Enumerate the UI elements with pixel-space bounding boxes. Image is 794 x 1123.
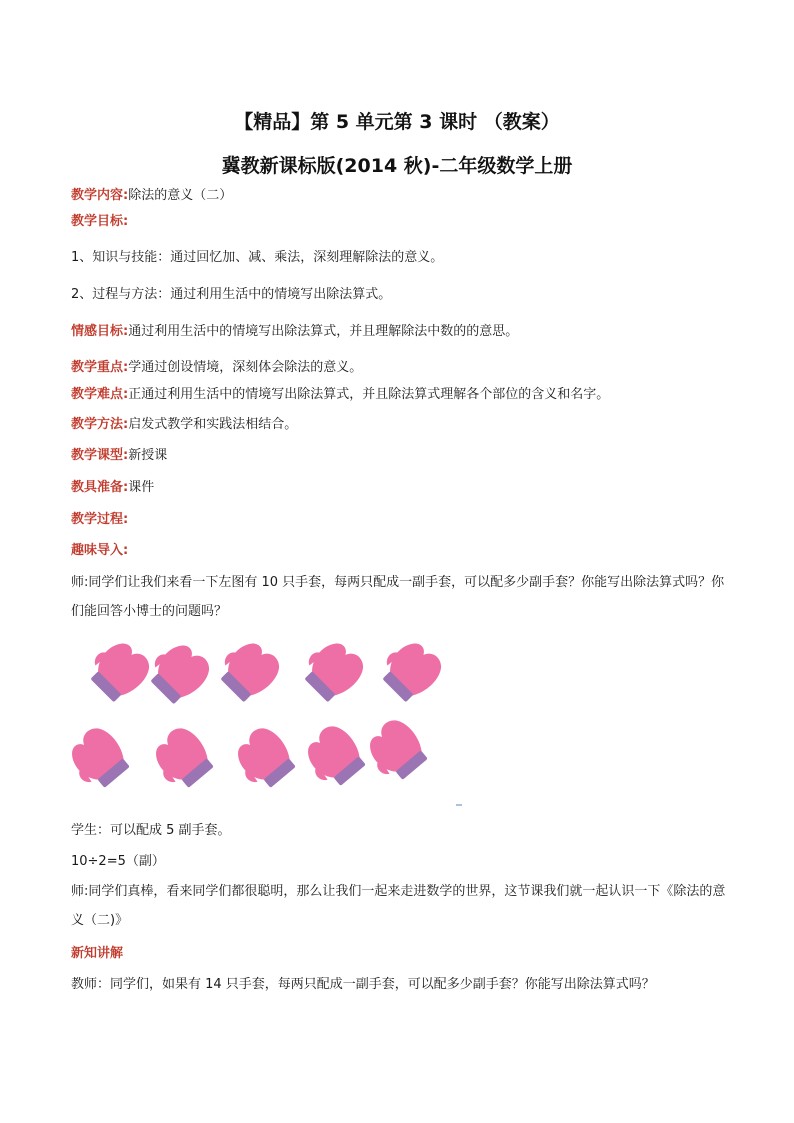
intro-label: 趣味导入: — [71, 543, 129, 558]
emotion-label: 情感目标: — [71, 324, 129, 339]
process-label: 教学过程: — [71, 512, 129, 527]
tools-label: 教具准备: — [71, 480, 129, 495]
mitten-icon — [359, 713, 433, 787]
mitten-icon — [297, 719, 371, 793]
mitten-icon — [145, 721, 219, 795]
type-label: 教学课型: — [71, 448, 129, 463]
equation-text: 10÷2=5（副） — [71, 854, 165, 869]
mitten-icon — [70, 721, 134, 795]
mitten-icon — [296, 636, 370, 706]
key-row — [71, 358, 731, 378]
key-label: 教学重点: — [71, 360, 129, 375]
type-value: 新授课 — [128, 448, 168, 463]
process-row — [71, 510, 731, 530]
tools-row — [71, 478, 731, 498]
method-value: 启发式教学和实践法相结合。 — [128, 417, 298, 432]
emotion-row — [71, 322, 731, 342]
emotion-value: 通过利用生活中的情境写出除法算式，并且理解除法中数的的意思。 — [128, 324, 519, 339]
teacher-question-2: 教师：同学们，如果有 14 只手套，每两只配成一副手套，可以配多少副手套？你能写出除法算式吗？ — [71, 977, 655, 992]
difficulty-label: 教学难点: — [71, 387, 129, 402]
mitten-icon — [227, 721, 301, 795]
goals-label: 教学目标: — [71, 214, 129, 229]
doc-title-line1: 【精品】第 5 单元第 3 课时 （教案） — [234, 111, 560, 133]
method-row — [71, 415, 731, 435]
new-section-row — [71, 944, 731, 964]
teacher-question-1: 师:同学们让我们来看一下左图有 10 只手套，每两只配成一副手套，可以配多少副手套？你能写出除法算式吗？你们能回答小博士的问题吗？ — [71, 575, 725, 619]
teacher-statement-2: 师:同学们真棒，看来同学们都很聪明，那么让我们一起来走进数学的世界，这节课我们就一起认识一下《除法的意义（二)》 — [71, 884, 726, 928]
mitten-icon — [212, 636, 286, 706]
key-value: 学通过创设情境，深刻体会除法的意义。 — [128, 360, 363, 375]
student-answer-1: 学生：可以配成 5 副手套。 — [71, 823, 231, 838]
content-row — [71, 186, 731, 206]
goals-row — [71, 212, 731, 232]
content-label: 教学内容: — [71, 188, 129, 203]
goal2-text: 2、过程与方法：通过利用生活中的情境写出除法算式。 — [71, 287, 392, 302]
tools-value: 课件 — [128, 480, 155, 495]
mitten-icon — [82, 636, 156, 706]
image-marker — [456, 804, 462, 806]
mittens-illustration — [70, 636, 470, 806]
method-label: 教学方法: — [71, 417, 129, 432]
difficulty-row — [71, 385, 731, 405]
type-row — [71, 446, 731, 466]
new-section-label: 新知讲解 — [71, 946, 124, 961]
goal1-text: 1、知识与技能：通过回忆加、减、乘法，深刻理解除法的意义。 — [71, 250, 444, 265]
content-value: 除法的意义（二） — [128, 188, 233, 203]
difficulty-value: 正通过利用生活中的情境写出除法算式，并且除法算式理解各个部位的含义和名字。 — [128, 387, 610, 402]
mitten-icon — [374, 636, 448, 706]
intro-row — [71, 541, 731, 561]
mitten-icon — [142, 636, 216, 708]
doc-title-line2: 冀教新课标版(2014 秋)-二年级数学上册 — [221, 155, 573, 177]
